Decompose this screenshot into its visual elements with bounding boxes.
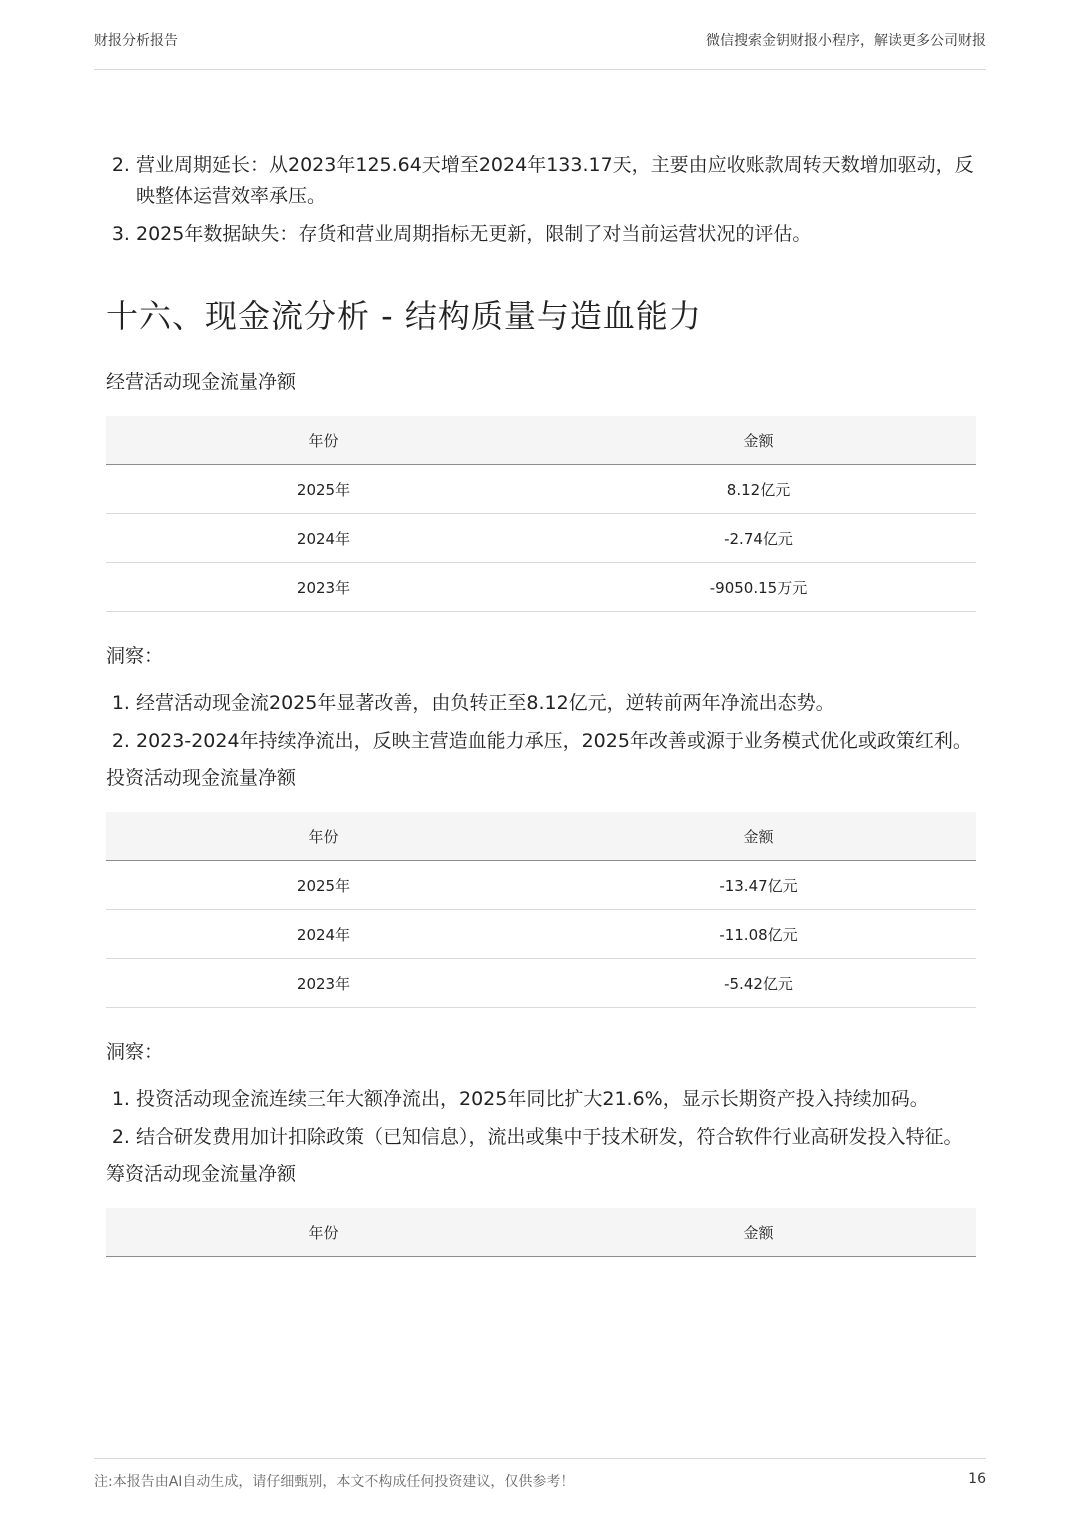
cell-year: 2025年 [106,861,541,910]
page-footer [94,1458,986,1499]
cell-amount: -5.42亿元 [541,959,976,1008]
section-title: 十六、现金流分析 - 结构质量与造血能力 [106,297,702,335]
column-header-year: 年份 [106,416,541,465]
list-item: 1. 投资活动现金流连续三年大额净流出，2025年同比扩大21.6%，显示长期资产投入持续加码。 [136,1084,976,1115]
column-header-amount: 金额 [541,812,976,861]
column-header-amount: 金额 [541,416,976,465]
operations-list [106,150,976,250]
list-item: 1. 经营活动现金流2025年显著改善，由负转正至8.12亿元，逆转前两年净流出态势。 [136,688,976,719]
financing-cashflow-table [106,1208,976,1257]
table-row [106,861,976,910]
cell-amount: -13.47亿元 [541,861,976,910]
cell-amount: -2.74亿元 [541,514,976,563]
list-item: 2. 结合研发费用加计扣除政策（已知信息），流出或集中于技术研发，符合软件行业高研发投入特征。 [136,1122,976,1153]
cell-amount: -11.08亿元 [541,910,976,959]
cell-year: 2023年 [106,959,541,1008]
table-row [106,959,976,1008]
investing-cashflow-table [106,812,976,1008]
list-item: 2. 2023-2024年持续净流出，反映主营造血能力承压，2025年改善或源于业务模式优化或政策红利。 [136,726,976,757]
operating-cashflow-title: 经营活动现金流量净额 [106,371,297,393]
table-header-row [106,812,976,861]
cell-year: 2024年 [106,910,541,959]
table-row [106,910,976,959]
cell-year: 2024年 [106,514,541,563]
header-report-title: 财报分析报告 [94,33,178,49]
list-item: 3. 2025年数据缺失：存货和营业周期指标无更新，限制了对当前运营状况的评估。 [136,219,976,250]
operating-insights-list [106,688,976,757]
table-row [106,563,976,612]
operating-cashflow-table [106,416,976,612]
column-header-year: 年份 [106,812,541,861]
insight-label: 洞察： [106,1041,164,1063]
column-header-year: 年份 [106,1208,541,1257]
page-header [94,28,986,70]
investing-cashflow-title: 投资活动现金流量净额 [106,767,297,789]
table-header-row [106,416,976,465]
page-content [106,150,976,1257]
table-row [106,465,976,514]
cell-year: 2023年 [106,563,541,612]
list-item: 2. 营业周期延长：从2023年125.64天增至2024年133.17天，主要由应收账款周转天数增加驱动，反映整体运营效率承压。 [136,150,976,212]
financing-cashflow-title: 筹资活动现金流量净额 [106,1163,297,1185]
cell-amount: -9050.15万元 [541,563,976,612]
table-row [106,514,976,563]
investing-insights-list [106,1084,976,1153]
column-header-amount: 金额 [541,1208,976,1257]
insight-label: 洞察： [106,645,164,667]
disclaimer-note: 注:本报告由AI自动生成，请仔细甄别，本文不构成任何投资建议，仅供参考！ [94,1474,575,1490]
table-header-row [106,1208,976,1257]
page-number: 16 [968,1471,986,1487]
cell-amount: 8.12亿元 [541,465,976,514]
header-promo-text: 微信搜索金钥财报小程序，解读更多公司财报 [706,33,986,49]
cell-year: 2025年 [106,465,541,514]
